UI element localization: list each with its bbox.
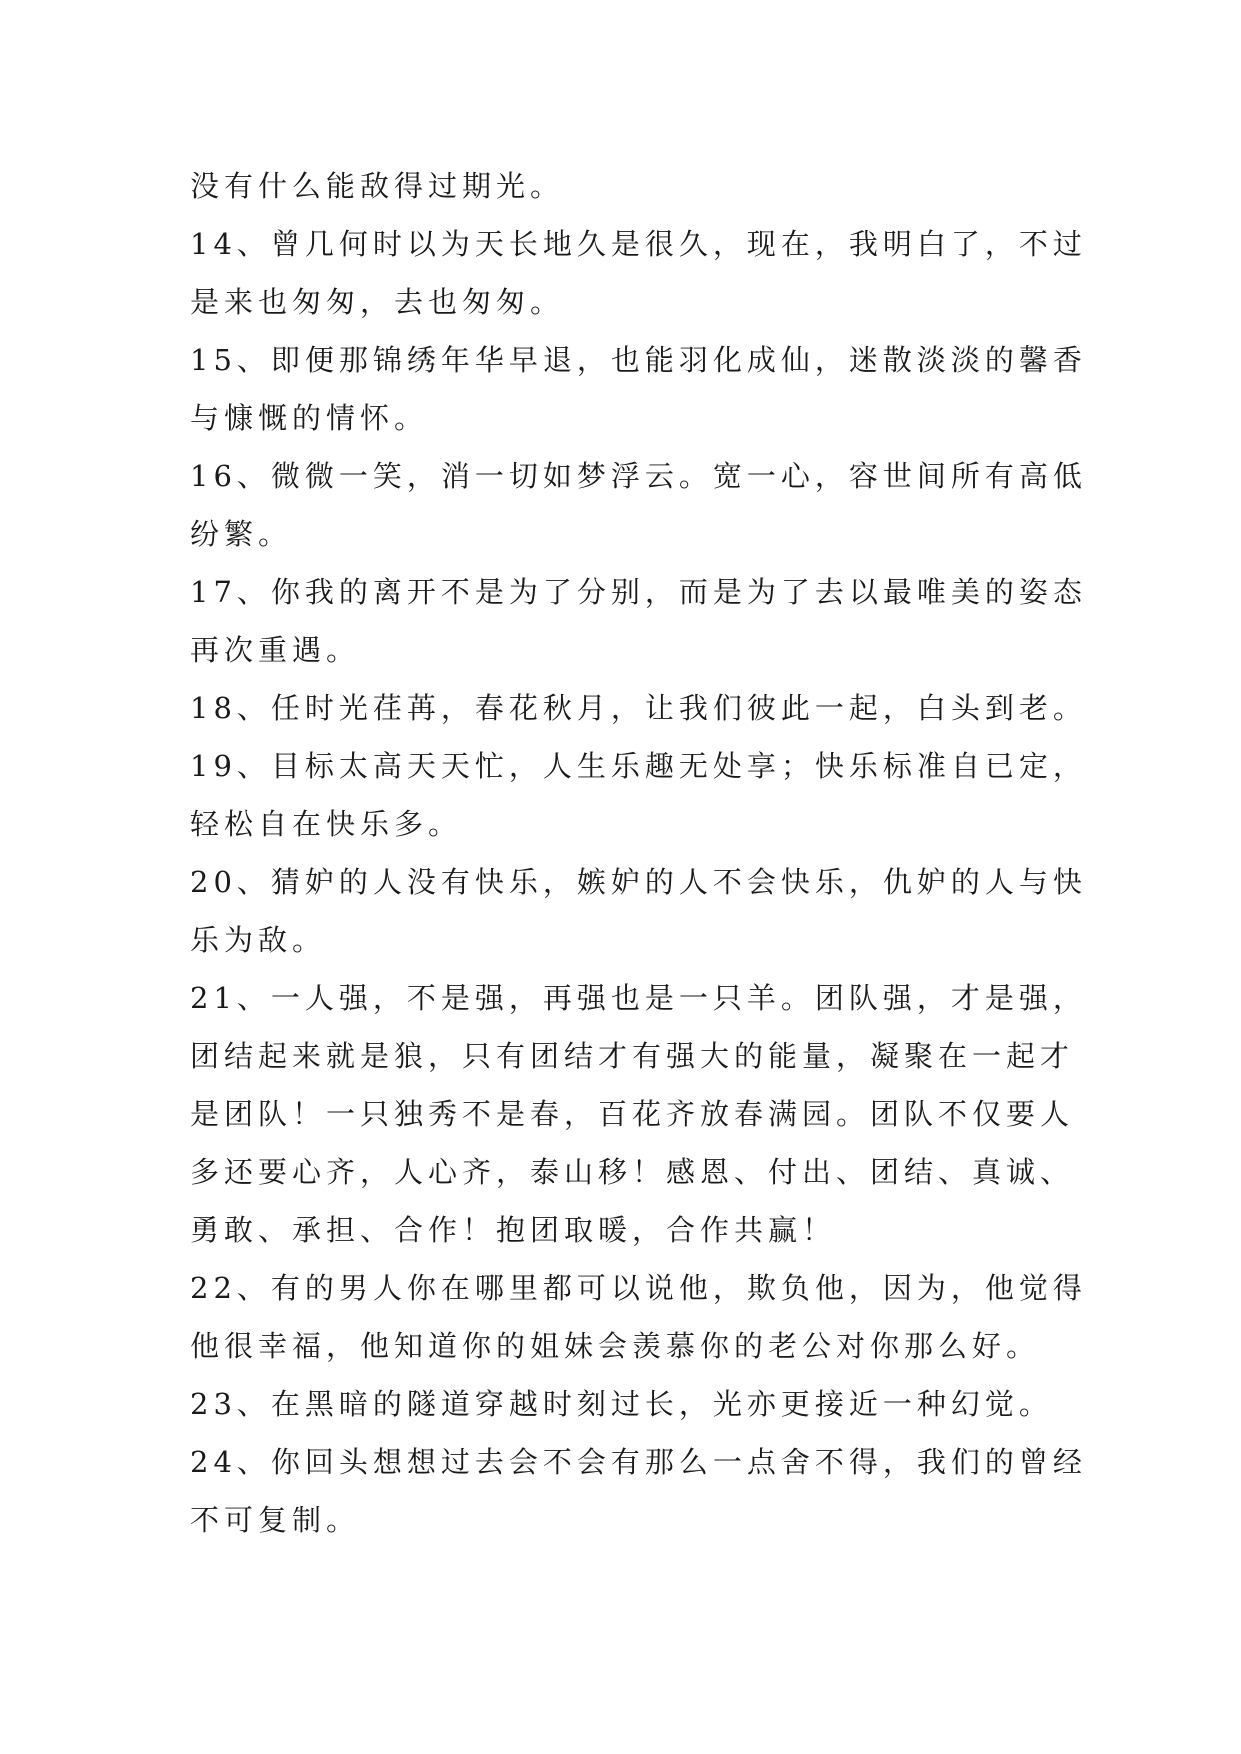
text-line: 再次重遇。 (190, 633, 361, 667)
text-line: 纷繁。 (190, 517, 293, 551)
text-line: 多还要心齐，人心齐，泰山移！感恩、付出、团结、真诚、 (190, 1155, 1075, 1189)
text-line: 轻松自在快乐多。 (190, 807, 463, 841)
text-line: 23、在黑暗的隧道穿越时刻过长，光亦更接近一种幻觉。 (190, 1387, 1053, 1421)
text-line: 他很幸福，他知道你的姐妹会羡慕你的老公对你那么好。 (190, 1329, 1041, 1363)
document-body (190, 157, 1087, 1549)
text-line: 20、猜妒的人没有快乐，嫉妒的人不会快乐，仇妒的人与快 (190, 865, 1087, 899)
text-line: 19、目标太高天天忙，人生乐趣无处享；快乐标准自已定， (190, 749, 1087, 783)
text-line: 不可复制。 (190, 1503, 361, 1537)
text-line: 是团队！一只独秀不是春，百花齐放春满园。团队不仅要人 (190, 1097, 1075, 1131)
text-line: 没有什么能敌得过期光。 (190, 169, 565, 203)
text-line: 16、微微一笑，消一切如梦浮云。宽一心，容世间所有高低 (190, 459, 1087, 493)
text-line: 乐为敌。 (190, 923, 327, 957)
text-line: 24、你回头想想过去会不会有那么一点舍不得，我们的曾经 (190, 1445, 1087, 1479)
text-line: 与慷慨的情怀。 (190, 401, 429, 435)
text-line: 团结起来就是狼，只有团结才有强大的能量，凝聚在一起才 (190, 1039, 1075, 1073)
text-line: 22、有的男人你在哪里都可以说他，欺负他，因为，他觉得 (190, 1271, 1087, 1305)
text-line: 是来也匆匆，去也匆匆。 (190, 285, 565, 319)
text-line: 17、你我的离开不是为了分别，而是为了去以最唯美的姿态 (190, 575, 1087, 609)
text-line: 21、一人强，不是强，再强也是一只羊。团队强，才是强， (190, 981, 1087, 1015)
text-line: 18、任时光荏苒，春花秋月，让我们彼此一起，白头到老。 (190, 691, 1087, 725)
text-line: 15、即便那锦绣年华早退，也能羽化成仙，迷散淡淡的馨香 (190, 343, 1087, 377)
text-line: 勇敢、承担、合作！抱团取暖，合作共赢！ (190, 1213, 837, 1247)
text-line: 14、曾几何时以为天长地久是很久，现在，我明白了，不过 (190, 227, 1087, 261)
